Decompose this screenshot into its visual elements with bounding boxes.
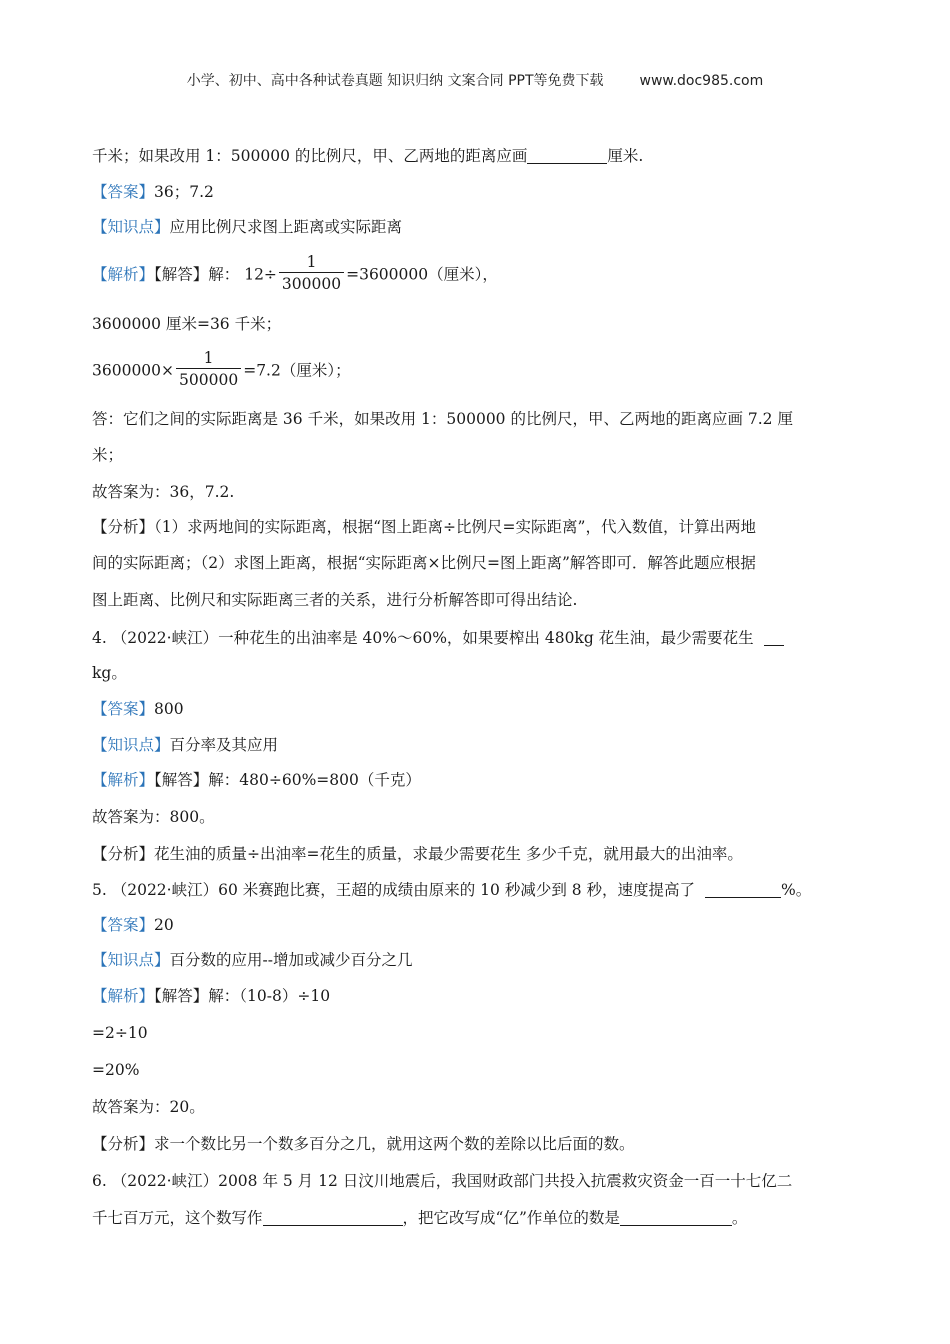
q3-solution: 【解析】【解答】解： 12÷ $\frac{1}{300000}$ =3600000（厘米）， <box>92 253 498 293</box>
q3-line2: 3600000 厘米=36 千米； <box>92 315 282 333</box>
fraction-1-500000: $\frac{1}{500000}$ <box>176 348 241 391</box>
q5-stem: 5. （2022·峡江）60 米赛跑比赛，王超的成绩由原来的 10 秒减少到 8 秒，速度提高了 %。 <box>92 881 812 899</box>
q5-fenxi: 【分析】求一个数比另一个数多百分之几，就用这两个数的差除以比后面的数。 <box>92 1135 635 1153</box>
q4-final: 故答案为：800。 <box>92 808 215 826</box>
knowledge-label: 【知识点】 <box>92 218 170 236</box>
q4-knowledge: 【知识点】百分率及其应用 <box>92 736 279 754</box>
q4-answer: 【答案】800 <box>92 700 184 718</box>
q3-final: 故答案为：36，7.2. <box>92 483 235 501</box>
q3-stem-cont: 千米；如果改用 1：500000 的比例尺，甲、乙两地的距离应画 厘米. <box>92 147 644 165</box>
q5-step1: =2÷10 <box>92 1024 148 1042</box>
q3-knowledge: 【知识点】应用比例尺求图上距离或实际距离 <box>92 218 403 236</box>
analysis-label: 【解析】 <box>92 265 155 284</box>
fraction-1-300000: $\frac{1}{300000}$ <box>279 252 344 295</box>
q3-reply-line2: 米； <box>92 446 124 464</box>
q6-blank-2 <box>620 1209 732 1226</box>
q4-stem-cont: kg。 <box>92 664 127 682</box>
q6-blank-1 <box>263 1209 403 1226</box>
answer-label: 【答案】 <box>92 183 155 201</box>
q5-blank <box>705 881 781 898</box>
q5-answer: 【答案】20 <box>92 916 174 934</box>
q4-fenxi: 【分析】花生油的质量÷出油率=花生的质量，求最少需要花生 多少千克，就用最大的出油率。 <box>92 845 743 863</box>
q3-fenxi-line2: 间的实际距离；（2）求图上距离，根据“实际距离×比例尺=图上距离”解答即可．解答此题应根据 <box>92 554 756 572</box>
q5-solution: 【解析】【解答】解：（10-8）÷10 <box>92 987 331 1005</box>
q6-stem: 6. （2022·峡江）2008 年 5 月 12 日汶川地震后，我国财政部门共投入抗震救灾资金一百一十七亿二 <box>92 1172 793 1190</box>
q3-line3: 3600000× $\frac{1}{500000}$ =7.2（厘米）； <box>92 349 351 389</box>
q6-stem-cont: 千七百万元，这个数写作 ，把它改写成“亿”作单位的数是 。 <box>92 1209 748 1227</box>
q3-fenxi-line3: 图上距离、比例尺和实际距离三者的关系，进行分析解答即可得出结论. <box>92 591 578 609</box>
q4-blank <box>764 629 784 646</box>
page-header <box>0 70 950 90</box>
q3-reply-line1: 答：它们之间的实际距离是 36 千米，如果改用 1：500000 的比例尺，甲、乙两地的距离应画 7.2 厘 <box>92 410 793 428</box>
q5-step2: =20% <box>92 1061 140 1079</box>
header-site: www.doc985.com <box>639 73 764 89</box>
q4-solution: 【解析】【解答】解：480÷60%=800（千克） <box>92 771 421 789</box>
q3-fenxi-line1: 【分析】（1）求两地间的实际距离，根据“图上距离÷比例尺=实际距离”，代入数值，计算出两地 <box>92 518 756 536</box>
q4-stem: 4. （2022·峡江）一种花生的出油率是 40%～60%，如果要榨出 480kg 花生油，最少需要花生 <box>92 627 784 649</box>
q3-blank <box>527 147 607 164</box>
q5-final: 故答案为：20。 <box>92 1098 205 1116</box>
q3-answer: 【答案】36；7.2 <box>92 183 214 201</box>
header-text: 小学、初中、高中各种试卷真题 知识归纳 文案合同 PPT等免费下载 <box>186 73 604 89</box>
q5-knowledge: 【知识点】百分数的应用--增加或减少百分之几 <box>92 951 413 969</box>
